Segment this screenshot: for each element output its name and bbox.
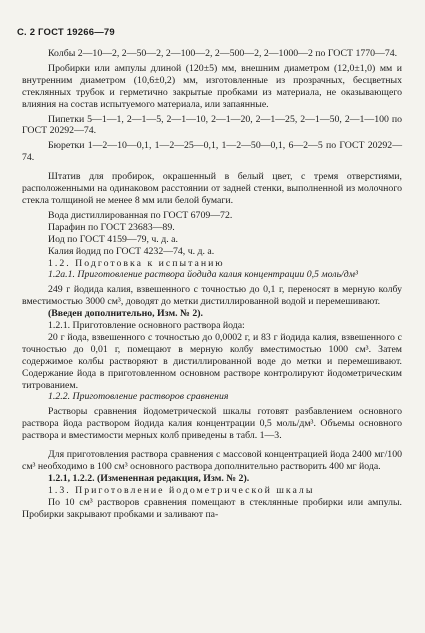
paragraph-iodine: Иод по ГОСТ 4159—79, ч. д. а. — [48, 233, 178, 245]
subsection-heading-1-2-1: 1.2.1. Приготовление основного раствора йода: — [48, 320, 245, 332]
paragraph-ampoules: По 10 см³ растворов сравнения помещают в стеклянные пробирки или ампулы. Пробирки закрывают пробками и заливают па- — [22, 496, 402, 520]
paragraph-burettes: Бюретки 1—2—10—0,1, 1—2—25—0,1, 1—2—50—0,1, 6—2—5 по ГОСТ 20292—74. — [22, 140, 402, 164]
paragraph-water: Вода дистиллированная по ГОСТ 6709—72. — [48, 209, 233, 221]
paragraph-ki-solution: 249 г йодида калия, взвешенного с точностью до 0,1 г, переносят в мерную колбу вместимостью 3000 см³, доводят до метки дистиллированной водой и перемешивают. — [22, 284, 402, 308]
paragraph-pipettes: Пипетки 5—1—1, 2—1—5, 2—1—10, 2—1—20, 2—1—25, 2—1—50, 2—1—100 по ГОСТ 20292—74. — [22, 113, 402, 137]
paragraph-test-tubes: Пробирки или ампулы длиной (120±5) мм, внешним диаметром (12,0±1,0) мм и внутренним диаметром (10,6±0,2) мм, изготовленные из прозрачных, бесцветных стеклянных трубок и герметично закрытые пробками из материала, не оказывающего влияния на состав испытуемого материала, или запаянные. — [22, 62, 402, 110]
page-header: С. 2 ГОСТ 19266—79 — [17, 27, 115, 38]
paragraph-flasks: Колбы 2—10—2, 2—50—2, 2—100—2, 2—500—2, 2—1000—2 по ГОСТ 1770—74. — [48, 48, 398, 59]
paragraph-rack: Штатив для пробирок, окрашенный в белый цвет, с тремя отверстиями, расположенными на одинаковом расстоянии от задней стенки, выполненной из молочного стекла толщиной не менее 8 мм или белой бумаги. — [22, 171, 402, 206]
section-heading-preparation: 1.2. Подготовка к испытанию — [48, 257, 225, 269]
section-heading-scale: 1.3. Приготовление йодометрической шкалы — [48, 484, 315, 496]
amendment-note-1: (Введен дополнительно, Изм. № 2). — [48, 308, 203, 320]
paragraph-paraffin: Парафин по ГОСТ 23683—89. — [48, 221, 175, 233]
document-body — [22, 48, 402, 521]
amendment-note-2: 1.2.1, 1.2.2. (Измененная редакция, Изм. № 2). — [48, 472, 250, 484]
subsection-heading-1-2-2: 1.2.2. Приготовление растворов сравнения — [48, 391, 229, 403]
paragraph-2400-solution: Для приготовления раствора сравнения с массовой концентрацией йода 2400 мг/100 см³ необходимо в 100 см³ основного раствора дополнительно растворить 400 мг йода. — [22, 449, 402, 472]
paragraph-reference-solutions: Растворы сравнения йодометрической шкалы готовят разбавлением основного раствора йода раствором йодида калия концентрации 0,5 моль/дм³. Объемы основного раствора и вместимости мерных колб приведены в табл. 1—3. — [22, 406, 402, 442]
paragraph-potassium-iodide: Калия йодид по ГОСТ 4232—74, ч. д. а. — [48, 245, 215, 257]
subsection-heading-1-2a-1: 1.2а.1. Приготовление раствора йодида калия концентрации 0,5 моль/дм³ — [48, 269, 358, 281]
paragraph-stock-solution: 20 г йода, взвешенного с точностью до 0,0002 г, и 83 г йодида калия, взвешенного с точностью до 0,01 г, помещают в мерную колбу вместимостью 1000 см³. Затем содержимое колбы растворяют в дистиллированной воде до метки и перемешивают. Содержание йода в приготовленном основном растворе контролируют йодометрическим титрованием. — [22, 331, 402, 391]
